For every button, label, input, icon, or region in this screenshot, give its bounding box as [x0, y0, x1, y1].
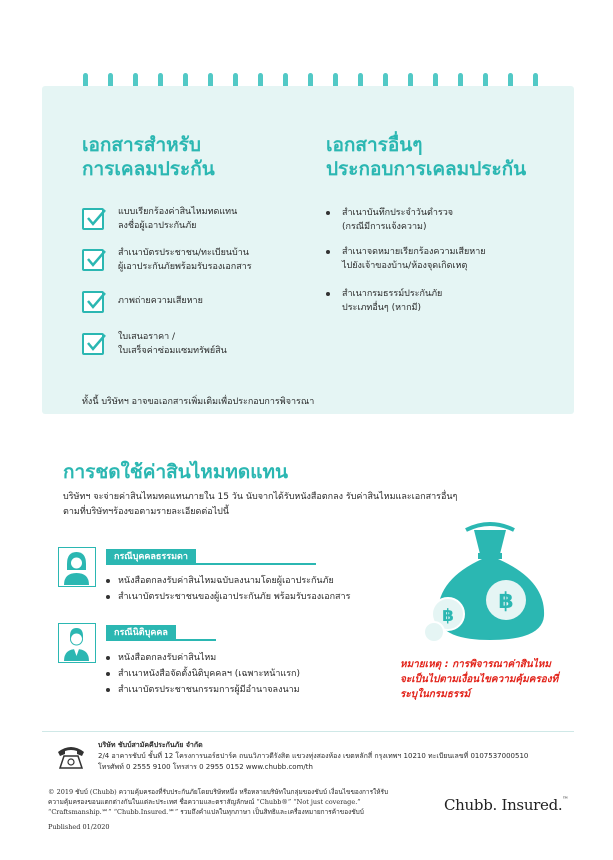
bullet-icon [106, 579, 110, 583]
required-docs-title: เอกสารสำหรับ การเคลมประกัน [82, 134, 215, 180]
bullet-icon [106, 595, 110, 599]
other-docs-title: เอกสารอื่นๆ ประกอบการเคลมประกัน [326, 134, 527, 180]
bullet-icon [106, 656, 110, 660]
individual-tag: กรณีบุคคลธรรมดา [106, 549, 196, 565]
individual-doc-item: สำเนาบัตรประชาชนของผู้เอาประกันภัย พร้อมรับรองเอกสาร [106, 591, 350, 604]
juristic-tag: กรณีนิติบุคคล [106, 625, 176, 641]
checkbox-icon [82, 333, 104, 355]
pad-footnote: ทั้งนี้ บริษัทฯ อาจขอเอกสารเพิ่มเติมเพื่อประกอบการพิจารณา [82, 397, 315, 407]
footer-divider [42, 731, 574, 732]
compensation-title: การชดใช้ค่าสินไหมทดแทน [63, 461, 288, 483]
juristic-person-icon [58, 623, 96, 663]
juristic-doc-item: สำเนาบัตรประชาชนกรรมการผู้มีอำนาจลงนาม [106, 684, 300, 697]
compensation-description: บริษัทฯ จะจ่ายค่าสินไหมทดแทนภายใน 15 วัน นับจากได้รับหนังสือตกลง รับค่าสินไหมและเอกสารอื่นๆ ตามที่บริษัทฯร้องขอตามรายละเอียดต่อไปนี้ [63, 492, 458, 517]
company-info: บริษัท ชับบ์สามัคคีประกันภัย จำกัด 2/4 อาคารชับบ์ ชั้นที่ 12 โครงการนอร์ธปาร์ค ถนนวิภาวดีรังสิต แขวงทุ่งสองห้อง เขตหลักสี่ กรุงเทพฯ 10210 ทะเบียนเลขที่ 0107537000510 โทรศัพท์ 0 2555 9100 โทรสาร 0 2955 0152 www.chubb.com/th [98, 741, 529, 771]
individual-tag-underline [106, 563, 316, 565]
bullet-icon [326, 211, 330, 215]
juristic-doc-item: สำเนาหนังสือจัดตั้งนิติบุคคลฯ (เฉพาะหน้าแรก) [106, 668, 300, 681]
individual-doc-item: หนังสือตกลงรับค่าสินไหมฉบับลงนามโดยผู้เอาประกันภัย [106, 575, 334, 588]
bullet-icon [106, 672, 110, 676]
baht-symbol: ฿ [498, 589, 514, 614]
checkbox-icon [82, 249, 104, 271]
baht-symbol: ฿ [442, 606, 454, 626]
chubb-logo: Chubb. Insured.™ [444, 796, 569, 814]
remark-note: หมายเหตุ : การพิจารณาค่าสินไหม จะเป็นไปตามเงื่อนไขความคุ้มครองที่ ระบุในกรมธรรม์ [400, 659, 559, 700]
bullet-icon [106, 688, 110, 692]
published-date: Published 01/2020 [48, 823, 110, 831]
bullet-icon [326, 250, 330, 254]
checkbox-icon [82, 291, 104, 313]
bullet-icon [326, 292, 330, 296]
telephone-icon [56, 744, 86, 770]
money-bag-icon [396, 520, 576, 645]
checkbox-icon [82, 208, 104, 230]
individual-person-icon [58, 547, 96, 587]
juristic-tag-underline [106, 639, 216, 641]
copyright-notice: © 2019 ชับบ์ (Chubb) ความคุ้มครองที่รับประกันภัยโดยบริษัทหนึ่ง หรือหลายบริษัทในกลุ่มของชับบ์ เงื่อนไขของการให้รับ ความคุ้มครองขอนแตกต่างกันในแต่ละประเทศ ชื่อความและตราสัญลักษณ์ “Chubb®” “Not just coverage.” “Craftsmanship.℠” “Chubb.Insured.℠” รวมถึงคำแปลในทุกภาษา เป็นสิทธิและเครื่องหมายการค้าของชับบ์ [48, 788, 389, 816]
juristic-doc-item: หนังสือตกลงรับค่าสินไหม [106, 652, 216, 665]
